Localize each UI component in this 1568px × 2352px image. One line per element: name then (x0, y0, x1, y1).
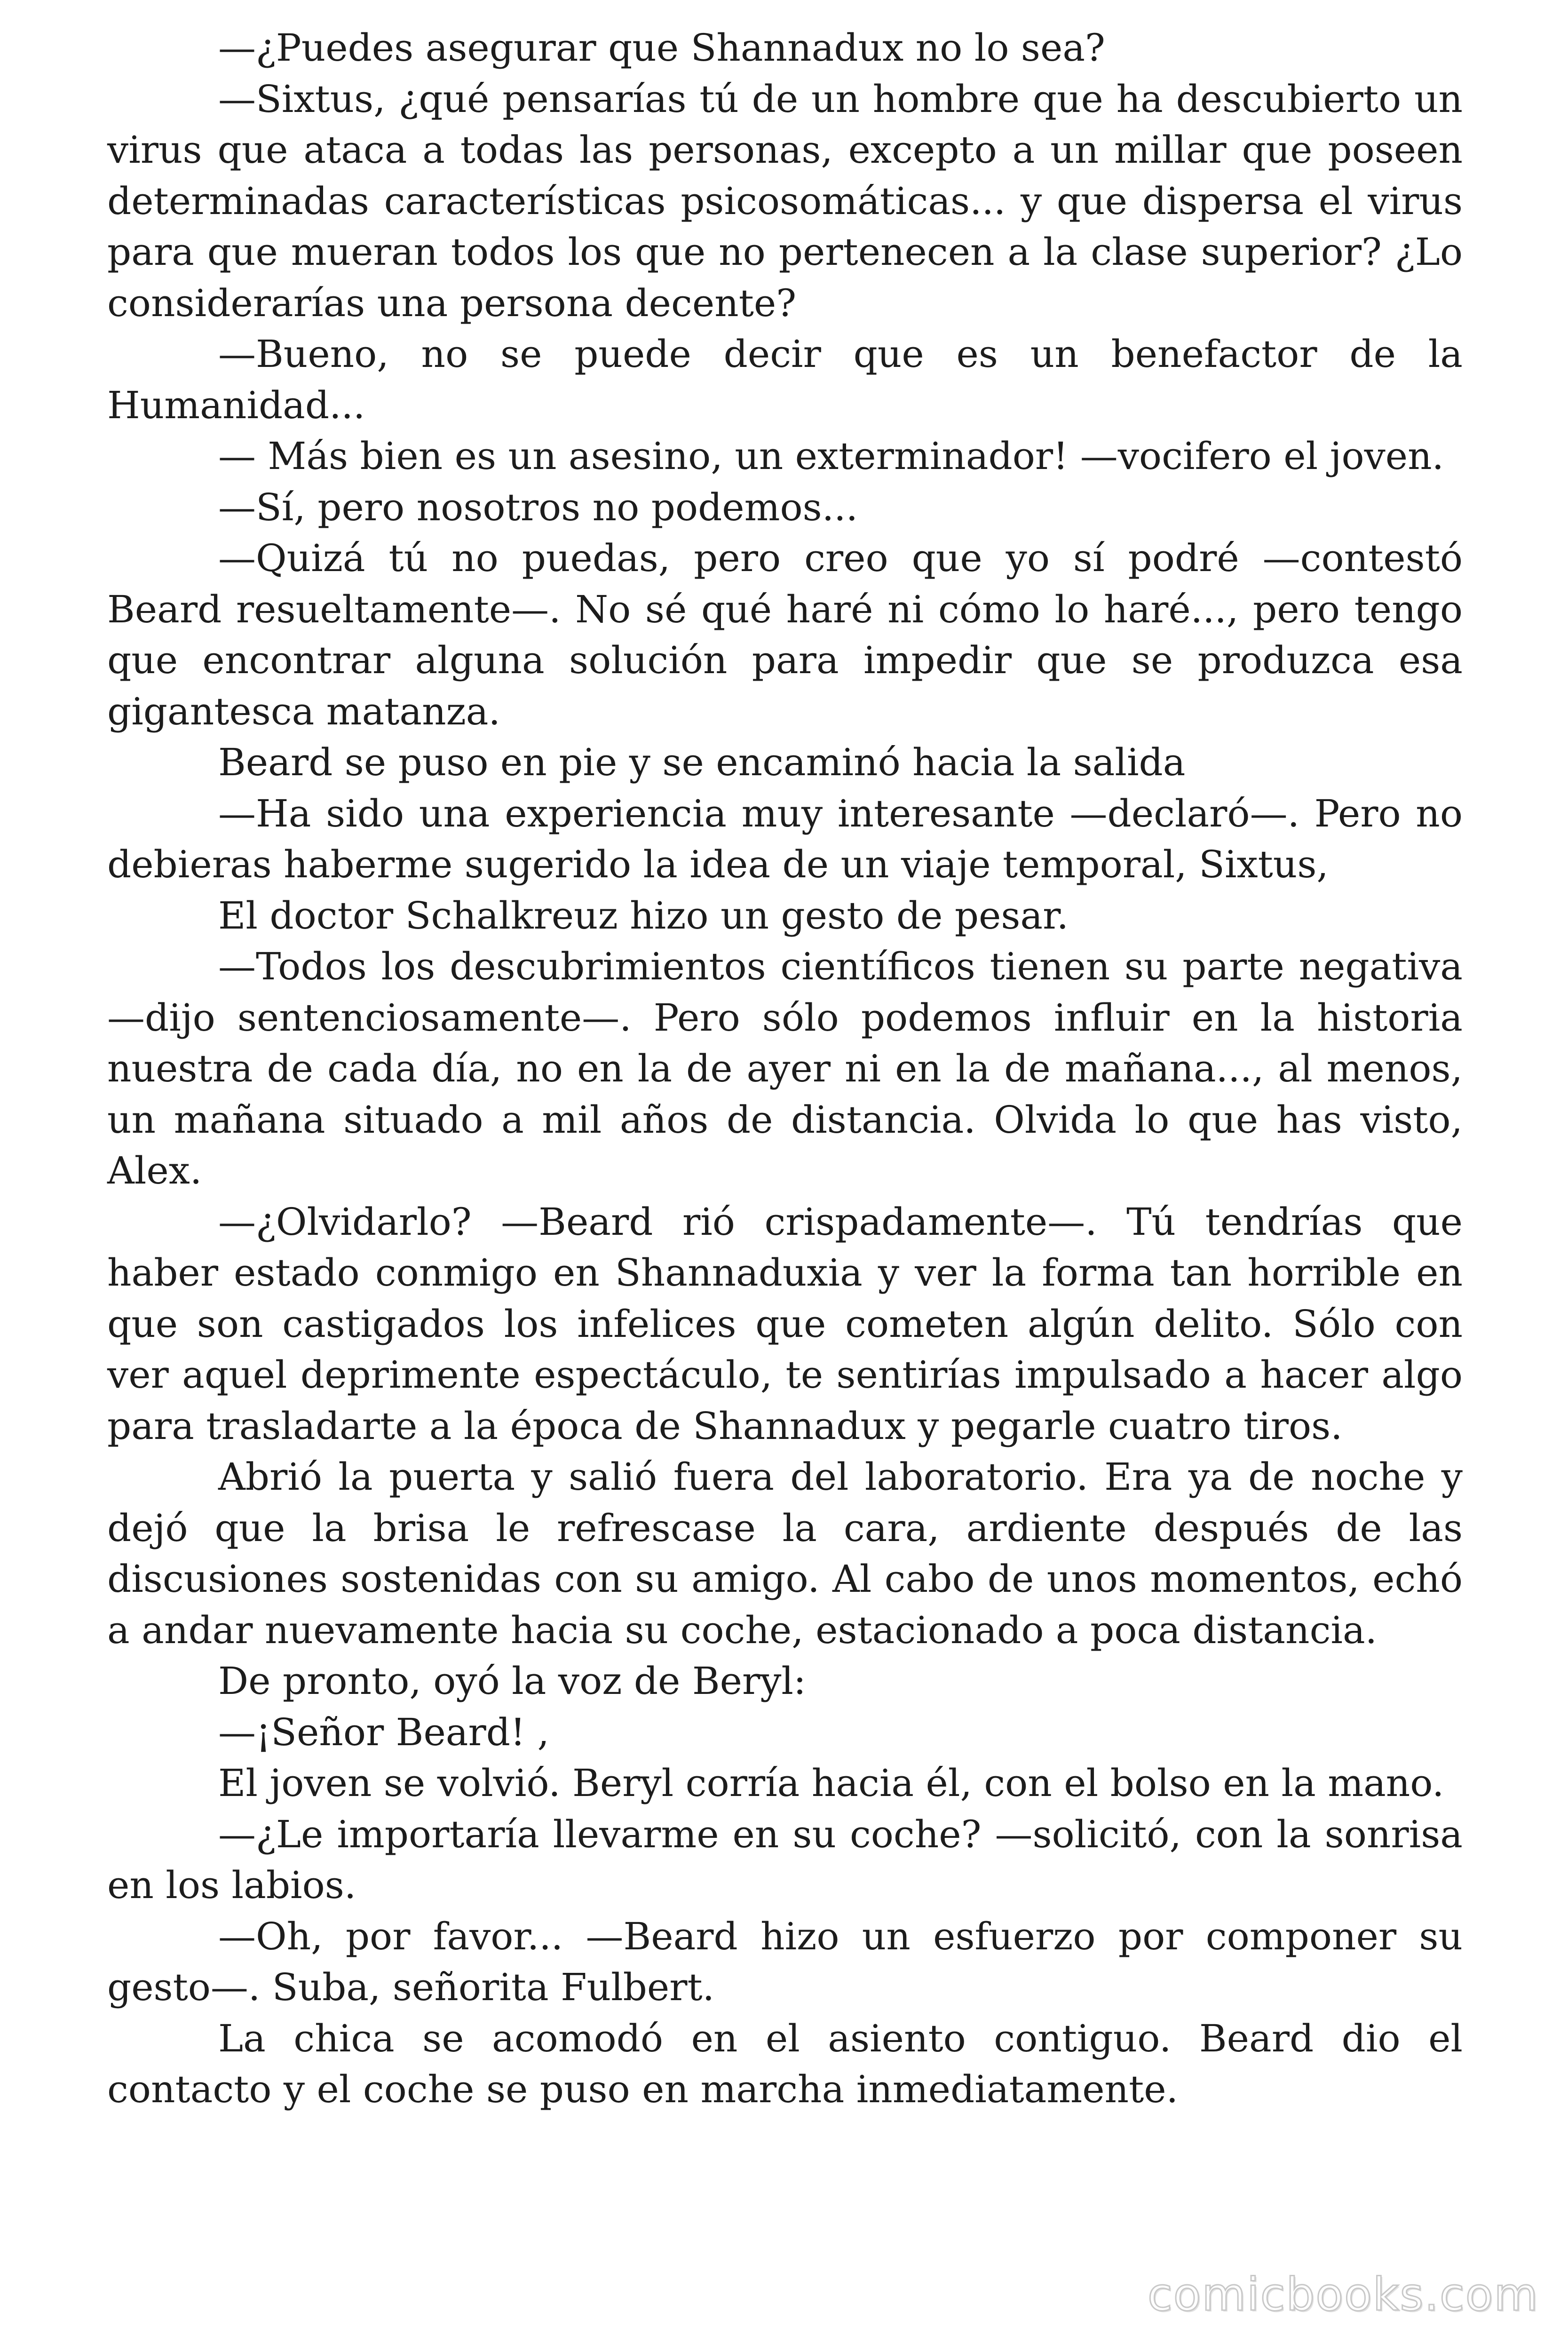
paragraph-13: De pronto, oyó la voz de Beryl: (218, 1659, 806, 1703)
paragraph-14: —¡Señor Beard! , (218, 1710, 549, 1754)
paragraph-4: — Más bien es un asesino, un exterminador! —vocifero el joven. (218, 434, 1444, 478)
paragraph-7: Beard se puso en pie y se encaminó hacia la salida (218, 740, 1186, 784)
paragraph-1: —¿Puedes asegurar que Shannadux no lo sea? (218, 26, 1105, 70)
paragraph-6: —Quizá tú no puedas, pero creo que yo sí podré —contestó Beard resueltamente—. No sé qué haré ni cómo lo haré..., pero tengo que encontrar alguna solución para impedir que se produzca esa gigantesca matanza. (107, 536, 1463, 733)
paragraph-11: —¿Olvidarlo? —Beard rió crispadamente—. Tú tendrías que haber estado conmigo en Shannaduxia y ver la forma tan horrible en que son castigados los infelices que cometen algún delito. Sólo con ver aquel deprimente espectáculo, te sentirías impulsado a hacer algo para trasladarte a la época de Shannadux y pegarle cuatro tiros. (107, 1200, 1463, 1448)
paragraph-3: —Bueno, no se puede decir que es un benefactor de la Humanidad... (107, 332, 1463, 427)
paragraph-5: —Sí, pero nosotros no podemos... (218, 485, 858, 529)
paragraph-9: El doctor Schalkreuz hizo un gesto de pesar. (218, 893, 1069, 938)
paragraph-10: —Todos los descubrimientos científicos tienen su parte negativa —dijo sentenciosamente—. Pero sólo podemos influir en la historia nuestra de cada día, no en la de ayer ni en la de mañana..., al menos, un mañana situado a mil años de distancia. Olvida lo que has visto, Alex. (107, 945, 1463, 1192)
paragraph-16: —¿Le importaría llevarme en su coche? —solicitó, con la sonrisa en los labios. (107, 1812, 1463, 1907)
site-watermark: comicbooks.com (1148, 2268, 1539, 2321)
paragraph-2: —Sixtus, ¿qué pensarías tú de un hombre que ha descubierto un virus que ataca a todas las personas, excepto a un millar que poseen determinadas características psicosomáticas... y que dispersa el virus para que mueran todos los que no pertenecen a la clase superior? ¿Lo considerarías una persona decente? (107, 77, 1463, 325)
paragraph-8: —Ha sido una experiencia muy interesante —declaró—. Pero no debieras haberme sugerido la idea de un viaje temporal, Sixtus, (107, 791, 1463, 886)
paragraph-15: El joven se volvió. Beryl corría hacia él, con el bolso en la mano. (218, 1761, 1444, 1805)
paragraph-12: Abrió la puerta y salió fuera del laboratorio. Era ya de noche y dejó que la brisa le refrescase la cara, ardiente después de las discusiones sostenidas con su amigo. Al cabo de unos momentos, echó a andar nuevamente hacia su coche, estacionado a poca distancia. (107, 1455, 1463, 1652)
paragraph-18: La chica se acomodó en el asiento contiguo. Beard dio el contacto y el coche se puso en marcha inmediatamente. (107, 2016, 1463, 2111)
paragraph-17: —Oh, por favor... —Beard hizo un esfuerzo por componer su gesto—. Suba, señorita Fulbert. (107, 1914, 1463, 2009)
body-text (107, 23, 1463, 2115)
